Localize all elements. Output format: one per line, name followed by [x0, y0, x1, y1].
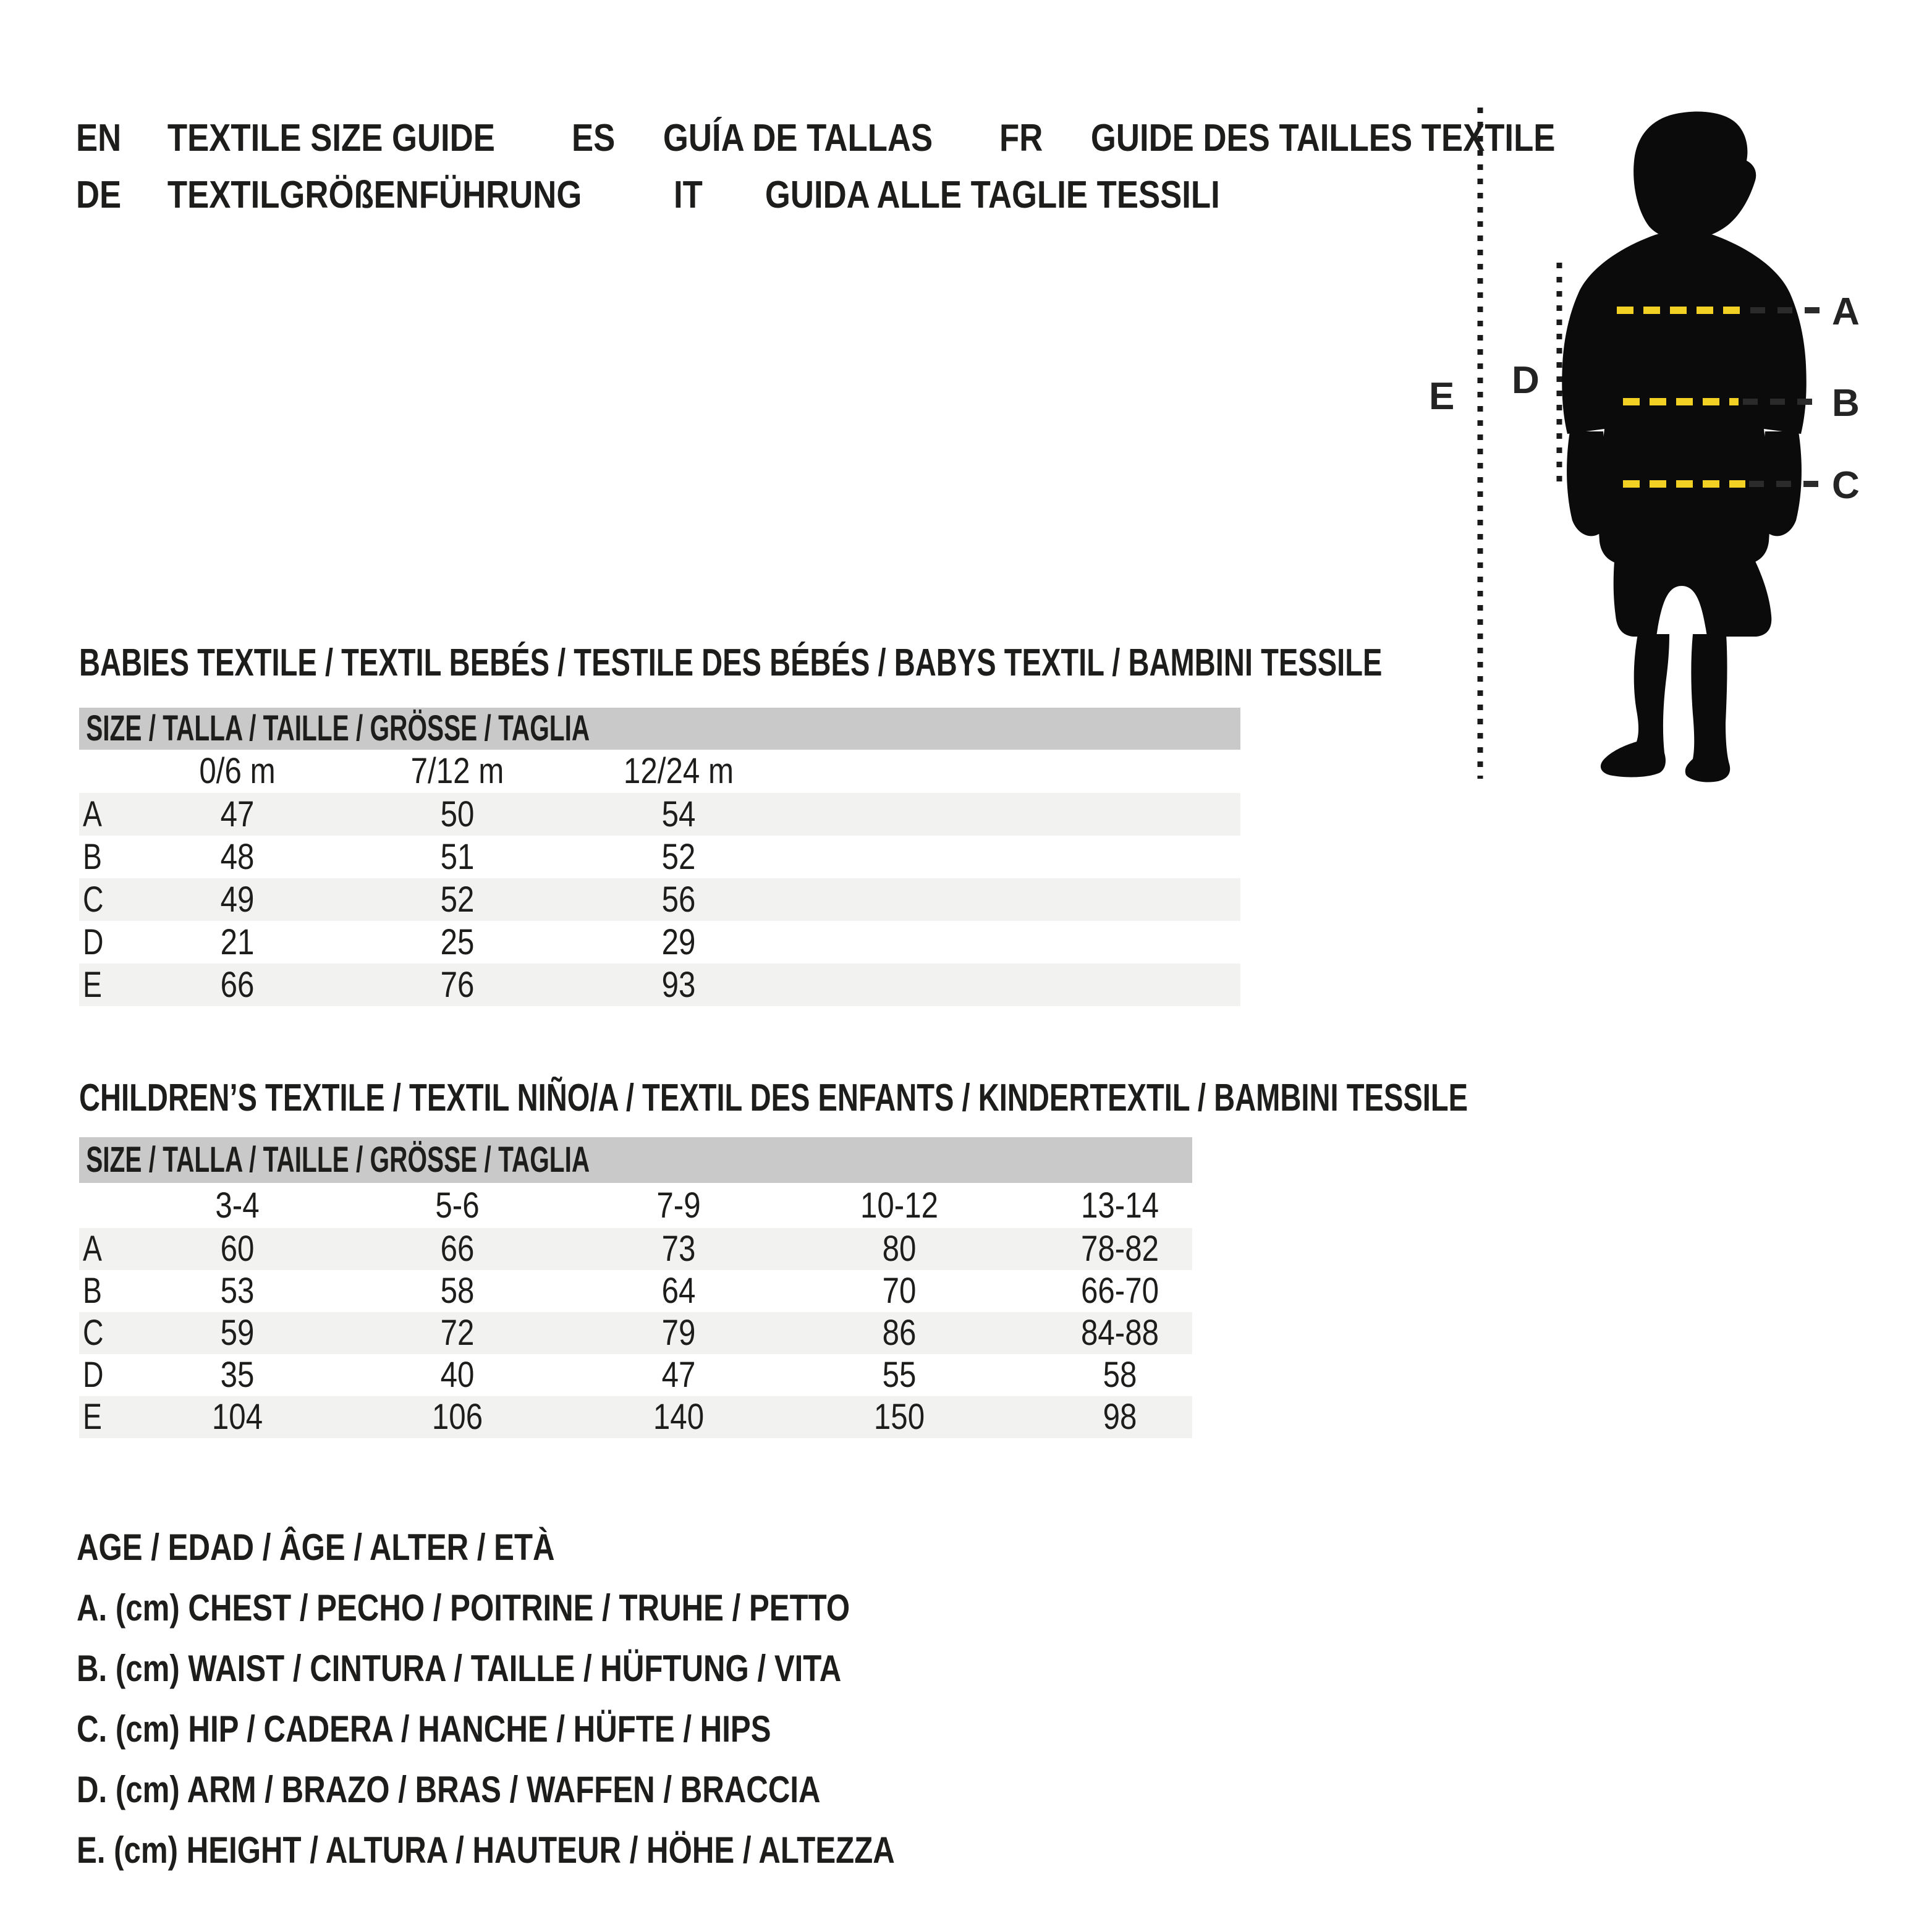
- row-label: D: [83, 1355, 104, 1395]
- row-label: A: [83, 794, 102, 834]
- table-row: [79, 1312, 1192, 1354]
- row-label: A: [83, 1229, 102, 1269]
- table-cell: 25: [440, 922, 475, 962]
- row-label: E: [83, 1397, 102, 1437]
- table-cell: 72: [440, 1313, 475, 1353]
- language-code: ES: [571, 117, 616, 159]
- table-cell: 48: [220, 837, 255, 877]
- table-cell: 70: [882, 1271, 917, 1311]
- row-label: C: [83, 879, 104, 920]
- table-cell: 53: [220, 1271, 255, 1311]
- language-code: IT: [674, 174, 703, 216]
- babies-size-header-text: SIZE / TALLA / TAILLE / GRÖSSE / TAGLIA: [86, 708, 590, 748]
- table-cell: 73: [661, 1229, 696, 1269]
- table-cell: 78-82: [1080, 1229, 1159, 1269]
- babies-column-header-row: [79, 750, 1240, 793]
- label-waist: B: [1832, 382, 1860, 425]
- language-row-es: [572, 110, 933, 167]
- children-column-header-row: [79, 1183, 1192, 1228]
- table-cell: 64: [661, 1271, 696, 1311]
- table-cell: 59: [220, 1313, 255, 1353]
- row-label: E: [83, 965, 102, 1005]
- table-row: [79, 1396, 1192, 1438]
- table-cell: 104: [211, 1397, 263, 1437]
- child-silhouette-figure: [1409, 93, 1879, 810]
- table-cell: 29: [661, 922, 696, 962]
- legend-height-line: [77, 1820, 1074, 1881]
- legend-chest-line: [77, 1578, 1074, 1638]
- row-label: B: [83, 837, 102, 877]
- table-cell: 140: [653, 1397, 705, 1437]
- babies-table: [79, 750, 1240, 1048]
- table-cell: 47: [220, 794, 255, 834]
- language-title: GUÍA DE TALLAS: [663, 117, 933, 159]
- language-row-it: [674, 167, 1220, 224]
- table-row: [79, 878, 1240, 921]
- table-cell: 50: [440, 794, 475, 834]
- children-col-1: 5-6: [435, 1185, 480, 1226]
- table-cell: 66: [220, 965, 255, 1005]
- children-col-4: 13-14: [1080, 1185, 1159, 1226]
- table-cell: 98: [1103, 1397, 1137, 1437]
- table-cell: 76: [440, 965, 475, 1005]
- children-section-title-text: CHILDREN’S TEXTILE / TEXTIL NIÑO/A / TEXTIL DES ENFANTS / KINDERTEXTIL / BAMBINI TESSILE: [79, 1077, 1468, 1119]
- label-arm: D: [1512, 359, 1540, 402]
- table-cell: 35: [220, 1355, 255, 1395]
- legend-arm-text: D. (cm) ARM / BRAZO / BRAS / WAFFEN / BRACCIA: [77, 1769, 821, 1810]
- table-cell: 56: [661, 879, 696, 920]
- language-row-en: [76, 110, 495, 167]
- table-cell: 54: [661, 794, 696, 834]
- language-row-de: [76, 167, 582, 224]
- legend-chest-text: A. (cm) CHEST / PECHO / POITRINE / TRUHE / PETTO: [77, 1587, 850, 1629]
- table-row: [79, 1270, 1192, 1312]
- table-cell: 21: [220, 922, 255, 962]
- children-section-title: [79, 1077, 1907, 1120]
- table-cell: 58: [440, 1271, 475, 1311]
- babies-col-1: 7/12 m: [410, 751, 504, 791]
- children-col-2: 7-9: [656, 1185, 701, 1226]
- children-col-0: 3-4: [215, 1185, 260, 1226]
- table-cell: 86: [882, 1313, 917, 1353]
- language-code: EN: [76, 117, 122, 159]
- table-cell: 51: [440, 837, 475, 877]
- table-cell: 40: [440, 1355, 475, 1395]
- measurement-legend: [77, 1517, 1074, 1881]
- table-cell: 66: [440, 1229, 475, 1269]
- table-row: [79, 1228, 1192, 1270]
- babies-section-title-text: BABIES TEXTILE / TEXTIL BEBÉS / TESTILE DES BÉBÉS / BABYS TEXTIL / BAMBINI TESSILE: [79, 642, 1383, 684]
- legend-hip-line: [77, 1699, 1074, 1760]
- legend-height-text: E. (cm) HEIGHT / ALTURA / HAUTEUR / HÖHE / ALTEZZA: [77, 1829, 895, 1871]
- legend-hip-text: C. (cm) HIP / CADERA / HANCHE / HÜFTE / HIPS: [77, 1708, 771, 1750]
- table-cell: 84-88: [1080, 1313, 1159, 1353]
- row-label: B: [83, 1271, 102, 1311]
- table-cell: 60: [220, 1229, 255, 1269]
- label-hip: C: [1832, 464, 1860, 507]
- table-cell: 47: [661, 1355, 696, 1395]
- table-cell: 93: [661, 965, 696, 1005]
- table-cell: 79: [661, 1313, 696, 1353]
- legend-age-line: [77, 1517, 1074, 1578]
- table-cell: 55: [882, 1355, 917, 1395]
- legend-waist-line: [77, 1638, 1074, 1699]
- table-cell: 150: [873, 1397, 925, 1437]
- table-row: [79, 964, 1240, 1006]
- babies-col-2: 12/24 m: [623, 751, 734, 791]
- children-size-header-bar: [79, 1137, 1192, 1183]
- table-row: [79, 836, 1240, 878]
- legend-age-text: AGE / EDAD / ÂGE / ALTER / ETÀ: [77, 1527, 555, 1568]
- babies-section-title: [79, 642, 1794, 685]
- row-label: D: [83, 922, 104, 962]
- row-label: C: [83, 1313, 104, 1353]
- language-title: GUIDE DES TAILLES TEXTILE: [1090, 117, 1556, 159]
- label-chest: A: [1832, 290, 1860, 333]
- table-row: [79, 921, 1240, 964]
- babies-col-0: 0/6 m: [199, 751, 276, 791]
- children-size-header-text: SIZE / TALLA / TAILLE / GRÖSSE / TAGLIA: [86, 1140, 590, 1180]
- legend-arm-line: [77, 1760, 1074, 1820]
- table-cell: 49: [220, 879, 255, 920]
- label-height: E: [1429, 375, 1455, 418]
- language-code: DE: [76, 174, 122, 216]
- table-row: [79, 793, 1240, 836]
- table-row: [79, 1354, 1192, 1396]
- table-cell: 66-70: [1080, 1271, 1159, 1311]
- children-table: [79, 1183, 1192, 1438]
- language-title: TEXTILE SIZE GUIDE: [167, 117, 495, 159]
- babies-size-header-bar: [79, 708, 1240, 750]
- table-cell: 52: [440, 879, 475, 920]
- table-cell: 52: [661, 837, 696, 877]
- table-cell: 80: [882, 1229, 917, 1269]
- language-title: GUIDA ALLE TAGLIE TESSILI: [765, 174, 1220, 216]
- language-title: TEXTILGRÖßENFÜHRUNG: [167, 174, 582, 216]
- table-cell: 106: [431, 1397, 483, 1437]
- language-code: FR: [999, 117, 1043, 159]
- legend-waist-text: B. (cm) WAIST / CINTURA / TAILLE / HÜFTUNG / VITA: [77, 1648, 842, 1689]
- table-cell: 58: [1103, 1355, 1137, 1395]
- children-col-3: 10-12: [860, 1185, 939, 1226]
